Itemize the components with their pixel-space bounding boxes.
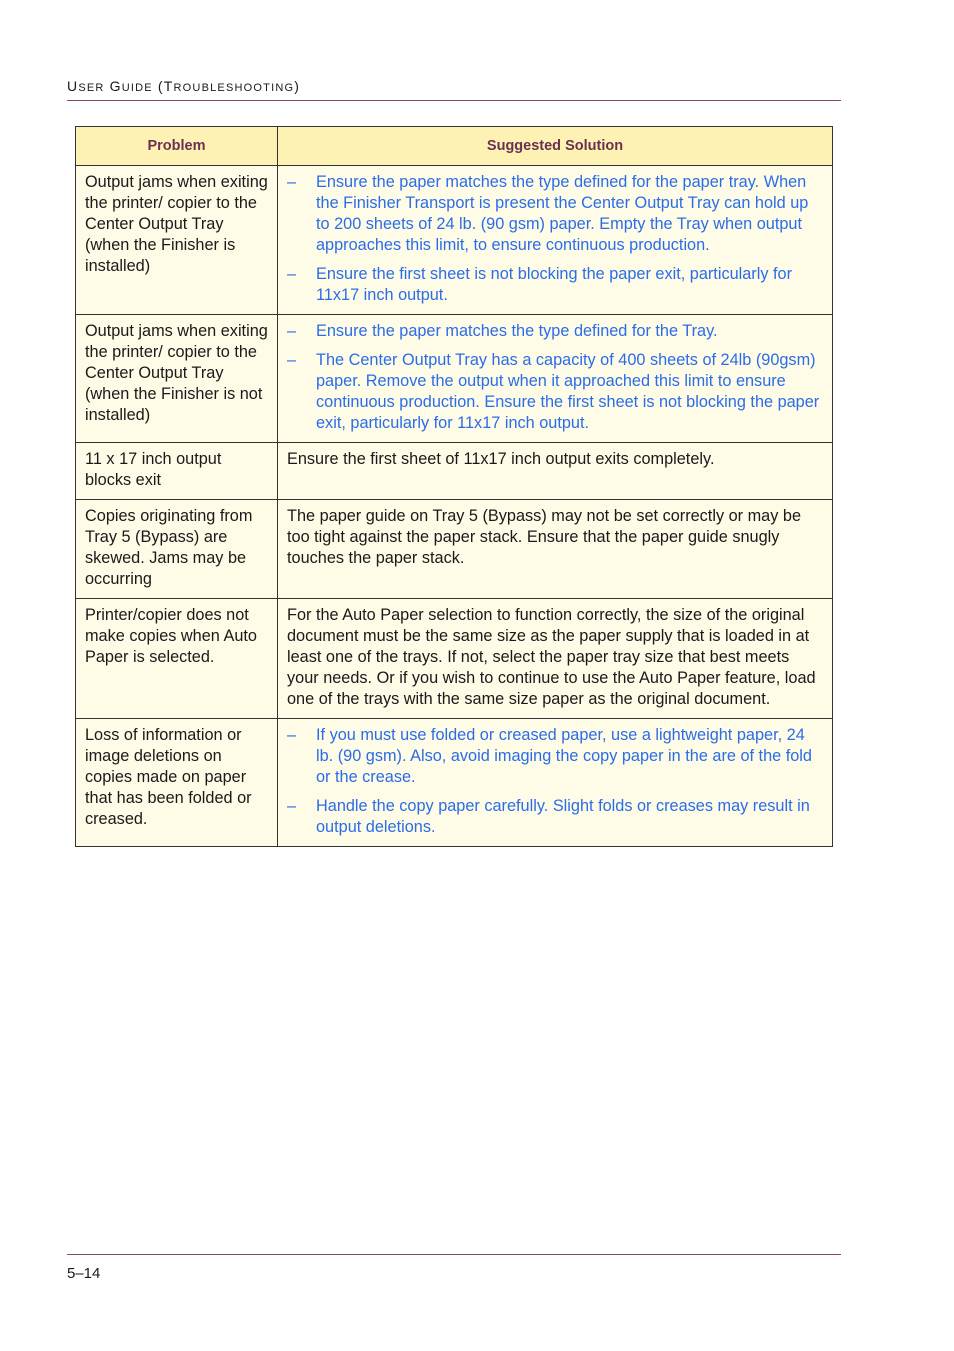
table-row [76,599,833,719]
solution-item [287,796,823,838]
header-part: ) [294,78,301,94]
solution-item [287,264,823,306]
header-part: (T [152,78,174,94]
problem-cell: Loss of information or image deletions on copies made on paper that has been folded or creased. [76,719,278,847]
solution-text: If you must use folded or creased paper, use a lightweight paper, 24 lb. (90 gsm). Also, avoid imaging the copy paper in the are of the fold or the crease. [316,726,812,786]
solution-cell: The paper guide on Tray 5 (Bypass) may not be set correctly or may be too tight against the paper stack. Ensure that the paper guide snugly touches the paper stack. [278,500,833,599]
column-header-solution: Suggested Solution [278,127,833,166]
header-part: SER [78,82,105,94]
running-header [67,78,841,94]
footer-rule [67,1254,841,1255]
page-number: 5–14 [67,1265,101,1282]
dash-bullet: – [287,797,297,815]
solution-cell: Ensure the first sheet of 11x17 inch output exits completely. [278,443,833,500]
solution-list [287,725,823,838]
table-row [76,315,833,443]
troubleshooting-table [75,126,833,847]
problem-cell: Printer/copier does not make copies when Auto Paper is selected. [76,599,278,719]
problem-cell: Output jams when exiting the printer/ copier to the Center Output Tray (when the Finisher is not installed) [76,315,278,443]
solution-text: Handle the copy paper carefully. Slight folds or creases may result in output deletions. [316,797,810,836]
problem-cell: Copies originating from Tray 5 (Bypass) are skewed. Jams may be occurring [76,500,278,599]
solution-cell [278,315,833,443]
header-part: U [67,78,79,94]
solution-list [287,172,823,306]
dash-bullet: – [287,351,297,369]
header-rule [67,100,841,101]
solution-cell [278,719,833,847]
problem-cell: 11 x 17 inch output blocks exit [76,443,278,500]
table-row [76,500,833,599]
solution-text: Ensure the paper matches the type defined for the Tray. [316,322,718,340]
solution-item [287,725,823,788]
solution-cell: For the Auto Paper selection to function correctly, the size of the original document must be the same size as the paper supply that is loaded in at least one of the trays. If not, select the paper tray size that best meets your needs. Or if you wish to continue to use the Auto Paper feature, load one of the trays with the same size paper as the original document. [278,599,833,719]
dash-bullet: – [287,322,297,340]
dash-bullet: – [287,173,297,191]
solution-item [287,172,823,256]
solution-item [287,350,823,434]
dash-bullet: – [287,265,297,283]
dash-bullet: – [287,726,297,744]
header-part: UIDE [121,82,153,94]
problem-cell: Output jams when exiting the printer/ copier to the Center Output Tray (when the Finisher is installed) [76,166,278,315]
solution-text: The Center Output Tray has a capacity of 400 sheets of 24lb (90gsm) paper. Remove the output when it approached this limit to ensure continuous production. Ensure the first sheet is not blocking the paper exit, particularly for 11x17 inch output. [316,351,820,432]
table-row [76,719,833,847]
solution-cell [278,166,833,315]
header-part: G [104,78,122,94]
header-part: ROUBLESHOOTING [173,82,295,94]
table-header-row [76,127,833,166]
solution-text: Ensure the first sheet is not blocking the paper exit, particularly for 11x17 inch output. [316,265,793,304]
table-body [76,166,833,847]
table-row [76,166,833,315]
solution-text: Ensure the paper matches the type defined for the paper tray. When the Finisher Transport is present the Center Output Tray can hold up to 200 sheets of 24 lb. (90 gsm) paper. Empty the Tray when output approaches this limit, to ensure continuous production. [316,173,809,254]
solution-item [287,321,823,342]
solution-list [287,321,823,434]
table-row [76,443,833,500]
column-header-problem: Problem [76,127,278,166]
